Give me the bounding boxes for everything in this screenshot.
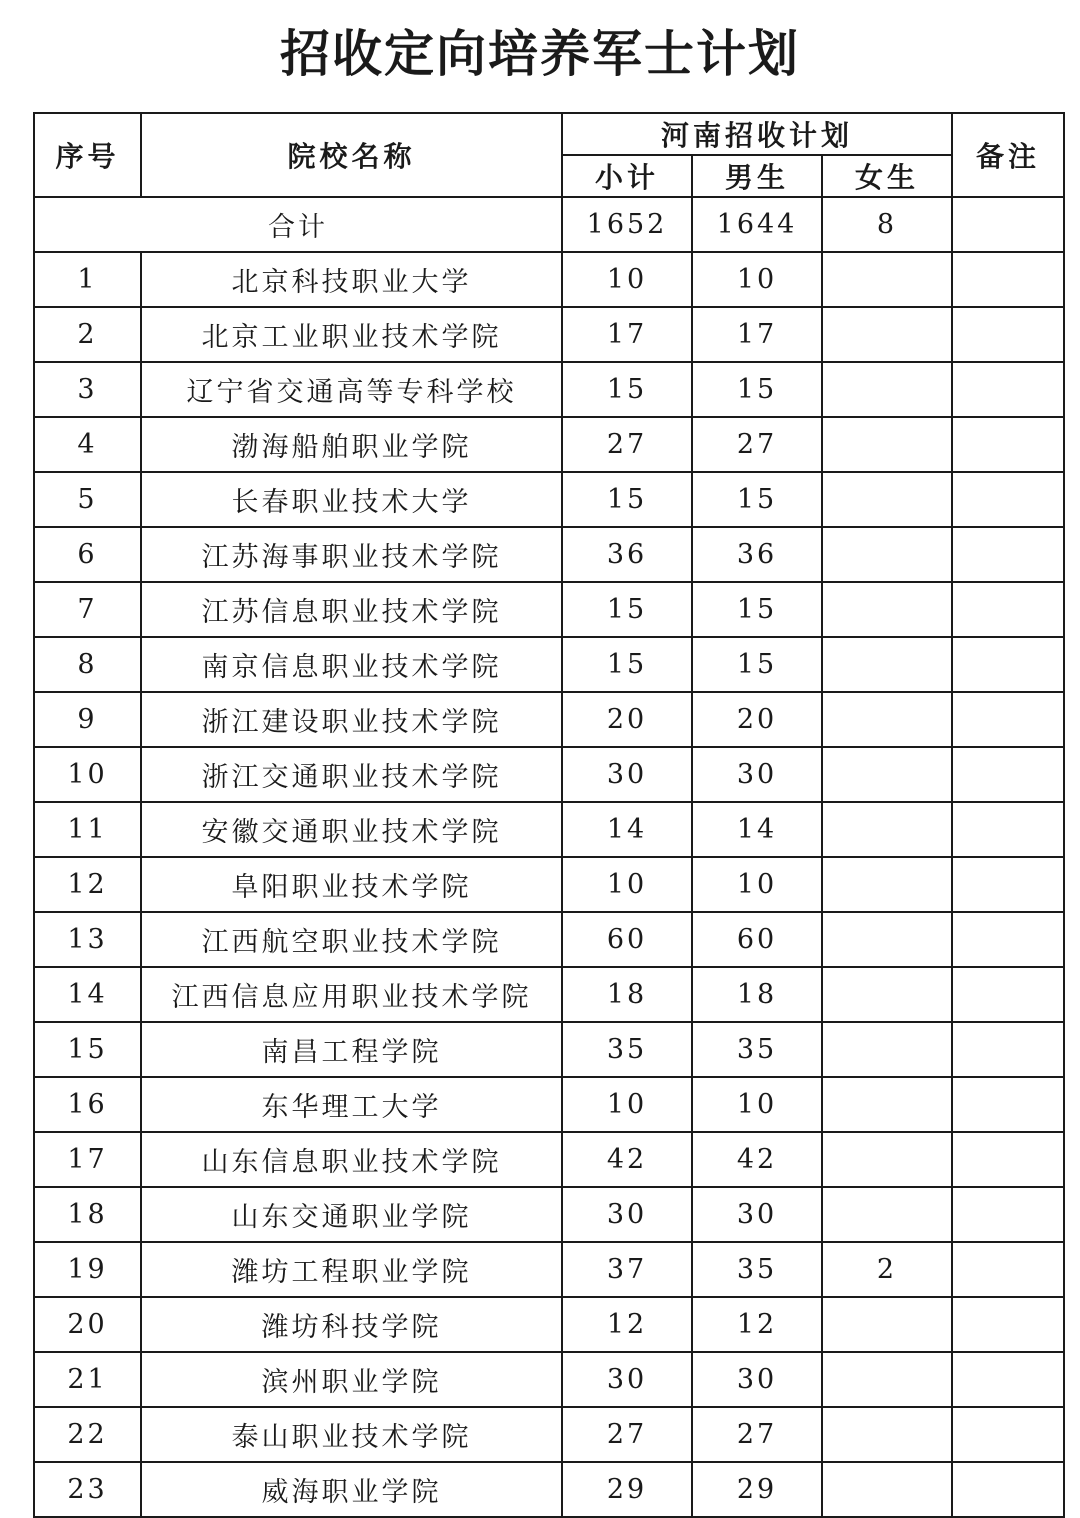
total-subtotal: 1652 — [562, 197, 692, 252]
cell-school-name: 安徽交通职业技术学院 — [141, 802, 562, 857]
cell-index: 4 — [34, 417, 141, 472]
cell-female — [822, 912, 952, 967]
cell-male: 18 — [692, 967, 822, 1022]
cell-index: 17 — [34, 1132, 141, 1187]
cell-female — [822, 692, 952, 747]
cell-index: 10 — [34, 747, 141, 802]
cell-note — [952, 1022, 1064, 1077]
total-row — [34, 197, 1064, 252]
cell-school-name: 东华理工大学 — [141, 1077, 562, 1132]
cell-female — [822, 307, 952, 362]
table-row — [34, 362, 1064, 417]
cell-index: 2 — [34, 307, 141, 362]
cell-note — [952, 1242, 1064, 1297]
cell-school-name: 滨州职业学院 — [141, 1352, 562, 1407]
cell-school-name: 江苏海事职业技术学院 — [141, 527, 562, 582]
cell-male: 15 — [692, 362, 822, 417]
cell-subtotal: 10 — [562, 252, 692, 307]
cell-index: 19 — [34, 1242, 141, 1297]
cell-school-name: 山东信息职业技术学院 — [141, 1132, 562, 1187]
table-row — [34, 1352, 1064, 1407]
cell-male: 42 — [692, 1132, 822, 1187]
cell-male: 30 — [692, 1187, 822, 1242]
cell-subtotal: 15 — [562, 472, 692, 527]
cell-index: 3 — [34, 362, 141, 417]
cell-male: 35 — [692, 1022, 822, 1077]
cell-subtotal: 27 — [562, 417, 692, 472]
table-row — [34, 637, 1064, 692]
cell-school-name: 北京工业职业技术学院 — [141, 307, 562, 362]
cell-note — [952, 472, 1064, 527]
cell-school-name: 江西航空职业技术学院 — [141, 912, 562, 967]
cell-subtotal: 12 — [562, 1297, 692, 1352]
cell-index: 6 — [34, 527, 141, 582]
cell-female — [822, 1187, 952, 1242]
cell-male: 15 — [692, 472, 822, 527]
table-row — [34, 1077, 1064, 1132]
cell-note — [952, 417, 1064, 472]
cell-subtotal: 17 — [562, 307, 692, 362]
cell-school-name: 渤海船舶职业学院 — [141, 417, 562, 472]
header-note: 备注 — [952, 113, 1064, 197]
cell-subtotal: 15 — [562, 637, 692, 692]
cell-female — [822, 1077, 952, 1132]
cell-school-name: 泰山职业技术学院 — [141, 1407, 562, 1462]
cell-subtotal: 42 — [562, 1132, 692, 1187]
cell-subtotal: 29 — [562, 1462, 692, 1517]
cell-subtotal: 15 — [562, 582, 692, 637]
table-row — [34, 967, 1064, 1022]
cell-male: 10 — [692, 252, 822, 307]
header-subtotal: 小计 — [562, 155, 692, 197]
page-title: 招收定向培养军士计划 — [280, 24, 800, 83]
table-row — [34, 747, 1064, 802]
cell-note — [952, 802, 1064, 857]
cell-note — [952, 1462, 1064, 1517]
cell-note — [952, 1132, 1064, 1187]
cell-note — [952, 912, 1064, 967]
cell-male: 15 — [692, 637, 822, 692]
cell-female — [822, 472, 952, 527]
cell-index: 22 — [34, 1407, 141, 1462]
cell-male: 30 — [692, 1352, 822, 1407]
cell-male: 35 — [692, 1242, 822, 1297]
cell-female — [822, 857, 952, 912]
cell-note — [952, 362, 1064, 417]
table-row — [34, 527, 1064, 582]
table-row — [34, 582, 1064, 637]
cell-index: 21 — [34, 1352, 141, 1407]
cell-female: 2 — [822, 1242, 952, 1297]
table-row — [34, 1187, 1064, 1242]
cell-school-name: 江西信息应用职业技术学院 — [141, 967, 562, 1022]
cell-female — [822, 1407, 952, 1462]
cell-index: 1 — [34, 252, 141, 307]
cell-subtotal: 30 — [562, 1187, 692, 1242]
cell-subtotal: 27 — [562, 1407, 692, 1462]
table-row — [34, 417, 1064, 472]
cell-female — [822, 362, 952, 417]
cell-index: 11 — [34, 802, 141, 857]
cell-subtotal: 36 — [562, 527, 692, 582]
cell-male: 10 — [692, 1077, 822, 1132]
cell-index: 20 — [34, 1297, 141, 1352]
cell-school-name: 长春职业技术大学 — [141, 472, 562, 527]
cell-note — [952, 1407, 1064, 1462]
cell-index: 23 — [34, 1462, 141, 1517]
cell-male: 29 — [692, 1462, 822, 1517]
cell-subtotal: 30 — [562, 747, 692, 802]
cell-subtotal: 15 — [562, 362, 692, 417]
cell-note — [952, 747, 1064, 802]
cell-subtotal: 37 — [562, 1242, 692, 1297]
cell-subtotal: 60 — [562, 912, 692, 967]
cell-school-name: 浙江交通职业技术学院 — [141, 747, 562, 802]
cell-male: 12 — [692, 1297, 822, 1352]
table-row — [34, 252, 1064, 307]
total-female: 8 — [822, 197, 952, 252]
cell-index: 13 — [34, 912, 141, 967]
cell-female — [822, 1462, 952, 1517]
cell-note — [952, 252, 1064, 307]
cell-female — [822, 1352, 952, 1407]
cell-note — [952, 307, 1064, 362]
table-row — [34, 307, 1064, 362]
table-row — [34, 472, 1064, 527]
cell-male: 17 — [692, 307, 822, 362]
table-row — [34, 1132, 1064, 1187]
total-note — [952, 197, 1064, 252]
cell-note — [952, 692, 1064, 747]
header-female: 女生 — [822, 155, 952, 197]
cell-subtotal: 14 — [562, 802, 692, 857]
cell-school-name: 南昌工程学院 — [141, 1022, 562, 1077]
total-male: 1644 — [692, 197, 822, 252]
cell-school-name: 北京科技职业大学 — [141, 252, 562, 307]
cell-school-name: 阜阳职业技术学院 — [141, 857, 562, 912]
cell-female — [822, 1297, 952, 1352]
cell-note — [952, 637, 1064, 692]
cell-subtotal: 10 — [562, 1077, 692, 1132]
cell-index: 16 — [34, 1077, 141, 1132]
cell-note — [952, 857, 1064, 912]
cell-male: 36 — [692, 527, 822, 582]
cell-male: 20 — [692, 692, 822, 747]
cell-index: 12 — [34, 857, 141, 912]
cell-male: 27 — [692, 417, 822, 472]
cell-note — [952, 527, 1064, 582]
header-index: 序号 — [34, 113, 141, 197]
table-row — [34, 692, 1064, 747]
cell-note — [952, 967, 1064, 1022]
cell-index: 7 — [34, 582, 141, 637]
cell-male: 60 — [692, 912, 822, 967]
table-row — [34, 1297, 1064, 1352]
cell-male: 15 — [692, 582, 822, 637]
header-row-1 — [34, 113, 1064, 155]
table-row — [34, 802, 1064, 857]
cell-school-name: 南京信息职业技术学院 — [141, 637, 562, 692]
cell-female — [822, 252, 952, 307]
table-row — [34, 1242, 1064, 1297]
cell-school-name: 山东交通职业学院 — [141, 1187, 562, 1242]
cell-index: 8 — [34, 637, 141, 692]
cell-school-name: 浙江建设职业技术学院 — [141, 692, 562, 747]
table-row — [34, 857, 1064, 912]
cell-index: 15 — [34, 1022, 141, 1077]
cell-school-name: 威海职业学院 — [141, 1462, 562, 1517]
table-row — [34, 1407, 1064, 1462]
cell-note — [952, 1297, 1064, 1352]
header-male: 男生 — [692, 155, 822, 197]
cell-subtotal: 30 — [562, 1352, 692, 1407]
cell-school-name: 潍坊工程职业学院 — [141, 1242, 562, 1297]
cell-school-name: 辽宁省交通高等专科学校 — [141, 362, 562, 417]
cell-subtotal: 20 — [562, 692, 692, 747]
cell-note — [952, 582, 1064, 637]
cell-female — [822, 417, 952, 472]
cell-school-name: 潍坊科技学院 — [141, 1297, 562, 1352]
cell-school-name: 江苏信息职业技术学院 — [141, 582, 562, 637]
total-label: 合计 — [34, 197, 562, 252]
table-row — [34, 1022, 1064, 1077]
cell-note — [952, 1077, 1064, 1132]
cell-female — [822, 1132, 952, 1187]
cell-index: 18 — [34, 1187, 141, 1242]
table-row — [34, 1462, 1064, 1517]
cell-subtotal: 35 — [562, 1022, 692, 1077]
enrollment-plan-table — [33, 112, 1065, 1518]
cell-male: 30 — [692, 747, 822, 802]
cell-female — [822, 747, 952, 802]
cell-index: 14 — [34, 967, 141, 1022]
cell-female — [822, 582, 952, 637]
cell-subtotal: 18 — [562, 967, 692, 1022]
cell-index: 5 — [34, 472, 141, 527]
cell-male: 14 — [692, 802, 822, 857]
table-body — [34, 197, 1064, 1517]
cell-male: 10 — [692, 857, 822, 912]
cell-female — [822, 527, 952, 582]
cell-female — [822, 802, 952, 857]
header-henan-plan: 河南招收计划 — [562, 113, 952, 155]
cell-female — [822, 967, 952, 1022]
cell-note — [952, 1352, 1064, 1407]
cell-female — [822, 637, 952, 692]
table-row — [34, 912, 1064, 967]
cell-female — [822, 1022, 952, 1077]
cell-male: 27 — [692, 1407, 822, 1462]
cell-index: 9 — [34, 692, 141, 747]
header-school-name: 院校名称 — [141, 113, 562, 197]
cell-subtotal: 10 — [562, 857, 692, 912]
cell-note — [952, 1187, 1064, 1242]
